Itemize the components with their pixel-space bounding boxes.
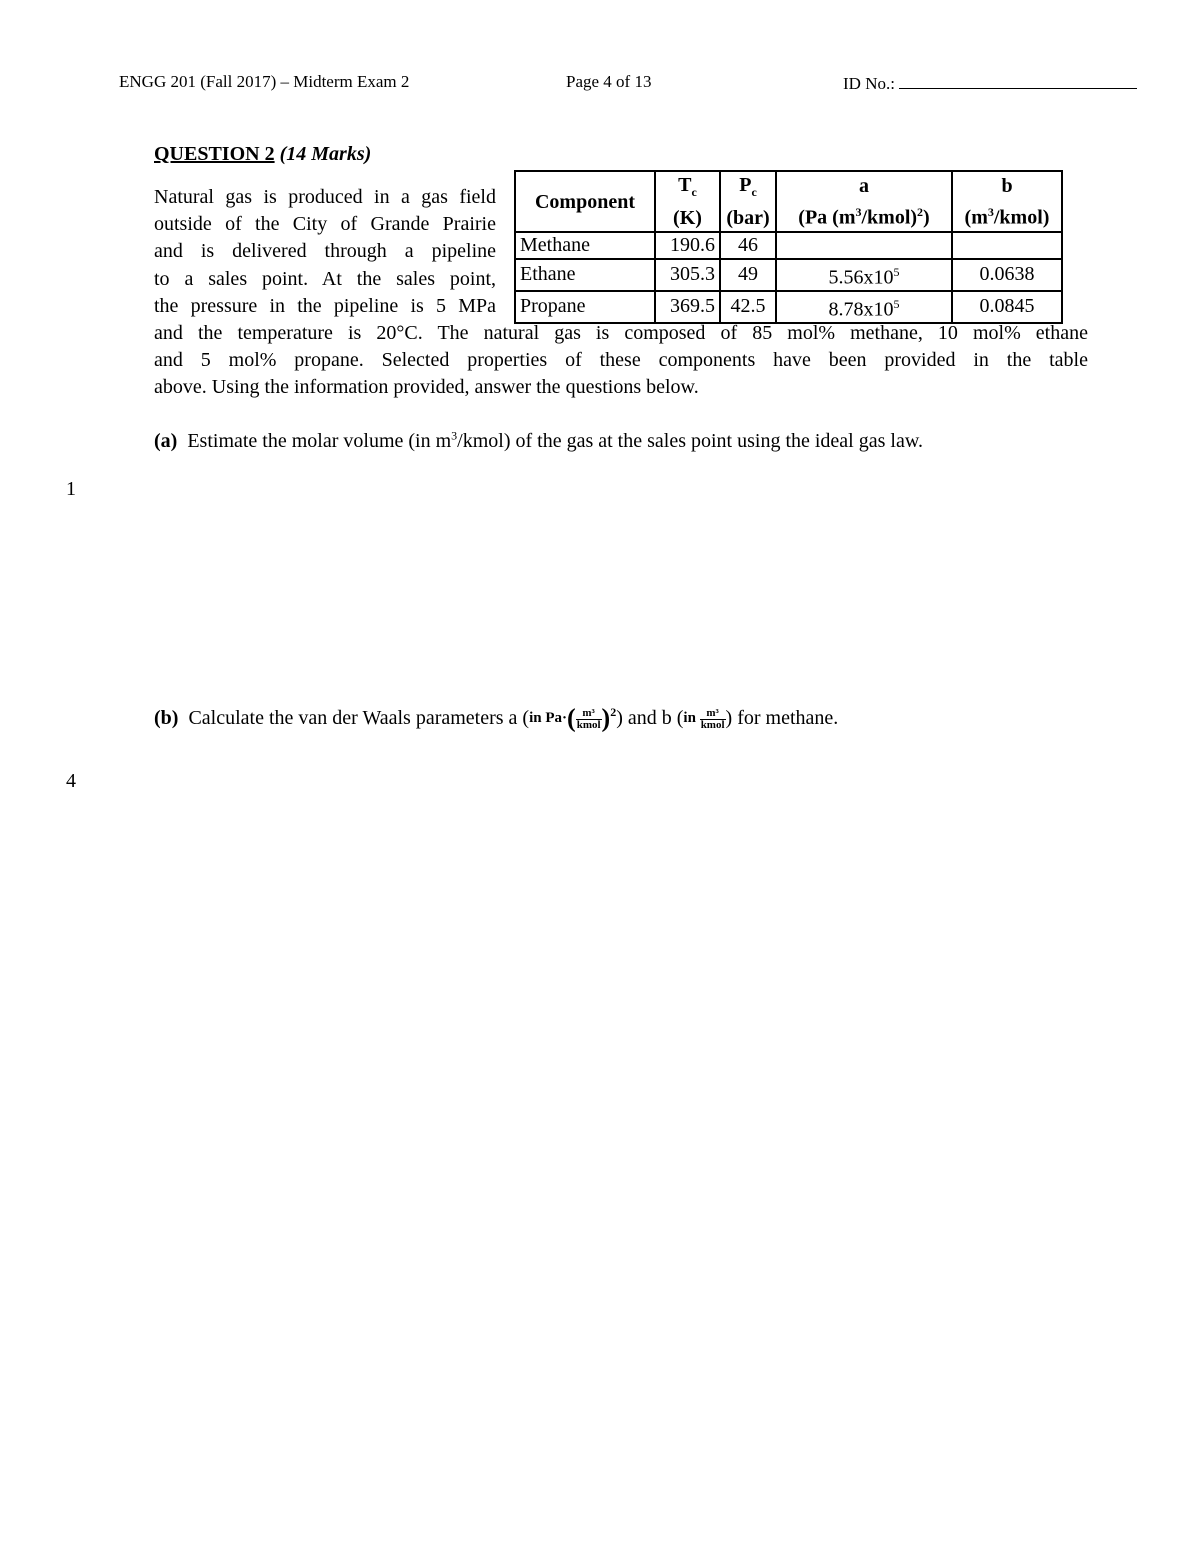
part-a-label: (a) xyxy=(154,429,178,452)
continuation-line: and the temperature is 20°C. The natural gas is composed of 85 mol% methane, 10 mol% ethane xyxy=(154,322,1088,344)
unit-b-formula: in $\frac{\text{m³}}{\text{kmol}}$ xyxy=(683,706,725,731)
question-number: QUESTION 2 xyxy=(154,143,275,165)
header-tc: $T_c$ (K) xyxy=(655,171,720,232)
header-component: Component xyxy=(515,171,655,232)
unit-a-formula: in Pa·( $\frac{\text{m³}}{\text{kmol}}$ )$^2$ xyxy=(529,704,617,733)
component-properties-table xyxy=(514,170,1063,324)
part-a-marks: 1 xyxy=(66,478,76,500)
part-b-text: Calculate the van der Waals parameters a (in Pa·( $\frac{\text{m³}}{\text{kmol}}$ )$^2$) and b (in $\frac{\text{m³}}{\text{kmol}}$ ) for methane. xyxy=(188,704,839,733)
intro-line: and is delivered through a pipeline xyxy=(154,240,496,263)
part-a xyxy=(154,428,923,453)
cell-b xyxy=(952,232,1062,259)
page-number: Page 4 of 13 xyxy=(566,72,652,91)
cell-a xyxy=(776,232,952,259)
id-blank-line xyxy=(899,72,1137,89)
cell-a: $8.78x10^5$ xyxy=(776,291,952,323)
part-b xyxy=(154,704,838,734)
continuation-line: above. Using the information provided, answer the questions below. xyxy=(154,376,699,399)
part-b-label: (b) xyxy=(154,706,179,729)
intro-line: the pressure in the pipeline is 5 MPa xyxy=(154,294,496,317)
cell-component: Ethane xyxy=(515,259,655,291)
question-title xyxy=(154,143,371,166)
cell-pc: 46 xyxy=(720,232,776,259)
intro-line: Natural gas is produced in a gas field xyxy=(154,186,496,208)
table-header-row xyxy=(515,171,1062,232)
course-header: ENGG 201 (Fall 2017) – Midterm Exam 2 xyxy=(119,72,410,91)
table-row xyxy=(515,291,1062,323)
table-row xyxy=(515,232,1062,259)
header-a: a (Pa $(m^3/kmol)^2$) xyxy=(776,171,952,232)
part-b-marks: 4 xyxy=(66,770,76,792)
continuation-line: and 5 mol% propane. Selected properties of these components have been provided in the table xyxy=(154,349,1088,372)
cell-tc: 369.5 xyxy=(655,291,720,323)
header-b: b $(m^3/kmol)$ xyxy=(952,171,1062,232)
cell-a: $5.56x10^5$ xyxy=(776,259,952,291)
cell-component: Methane xyxy=(515,232,655,259)
question-marks: (14 Marks) xyxy=(279,143,372,165)
intro-line: to a sales point. At the sales point, xyxy=(154,267,496,290)
cell-b: 0.0638 xyxy=(952,259,1062,291)
cell-b: 0.0845 xyxy=(952,291,1062,323)
cell-pc: 42.5 xyxy=(720,291,776,323)
header-pc: $P_c$ (bar) xyxy=(720,171,776,232)
cell-tc: 190.6 xyxy=(655,232,720,259)
cell-tc: 305.3 xyxy=(655,259,720,291)
intro-line: outside of the City of Grande Prairie xyxy=(154,213,496,236)
cell-pc: 49 xyxy=(720,259,776,291)
question-intro xyxy=(154,184,496,320)
part-a-text: Estimate the molar volume (in $m^3/kmol$) of the gas at the sales point using the ideal gas law. xyxy=(187,428,923,452)
question-continuation xyxy=(154,320,1088,402)
cell-component: Propane xyxy=(515,291,655,323)
id-field xyxy=(843,72,1137,94)
table-row xyxy=(515,259,1062,291)
id-label: ID No.: xyxy=(843,74,895,93)
